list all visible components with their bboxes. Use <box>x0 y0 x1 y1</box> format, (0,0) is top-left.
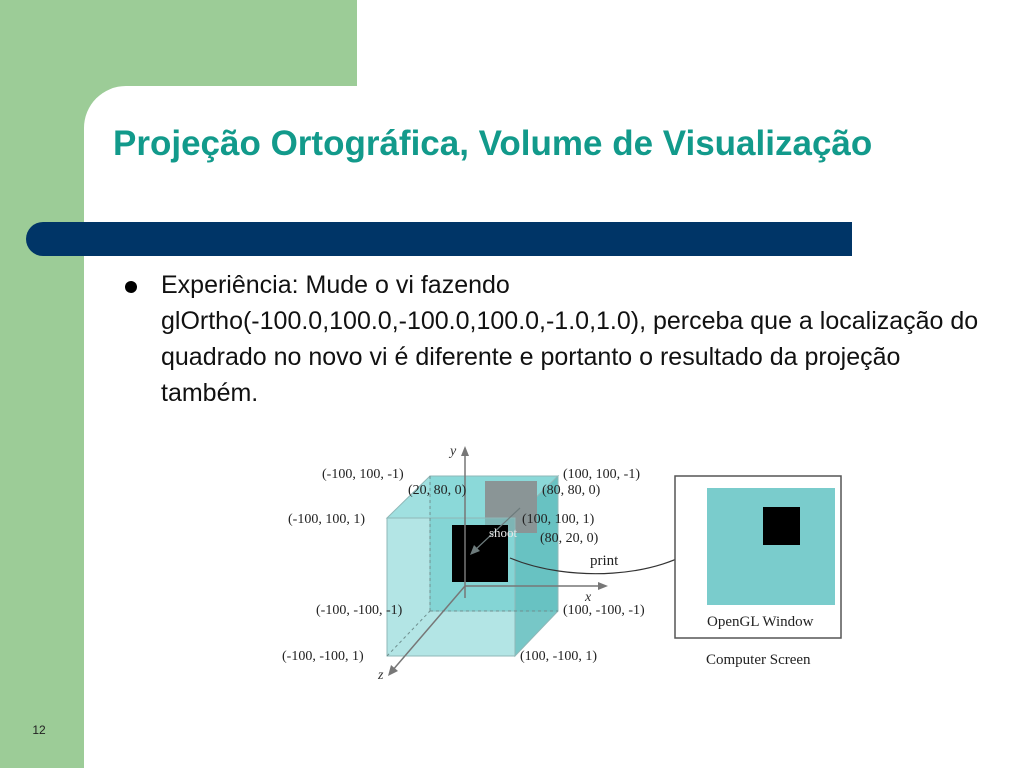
computer-screen-label: Computer Screen <box>706 652 811 668</box>
x-axis-arrow-icon <box>598 582 608 590</box>
green-left-strip <box>0 0 84 768</box>
coord-label-sq-tr: (80, 80, 0) <box>542 483 601 498</box>
bullet-dot <box>125 281 137 293</box>
coord-label-tl-back: (-100, 100, -1) <box>322 467 404 482</box>
coord-label-tl-front: (-100, 100, 1) <box>288 512 365 527</box>
y-axis-arrow-icon <box>461 446 469 456</box>
ortho-projection-diagram <box>270 438 870 688</box>
title-underline-bar <box>68 222 852 256</box>
shoot-label: shoot <box>489 525 518 540</box>
bullet-text: Experiência: Mude o vi fazendo glOrtho(-100.0,100.0,-100.0,100.0,-1.0,1.0), perceba que a localização do quadrado no novo vi é diferente e portanto o resultado da projeção também. <box>161 271 979 407</box>
coord-label-bl-front: (-100, -100, 1) <box>282 649 364 664</box>
axis-x-label: x <box>585 590 592 605</box>
opengl-window-square <box>763 507 800 545</box>
axis-z-label: z <box>378 668 384 683</box>
coord-label-br-front: (100, -100, 1) <box>520 649 597 664</box>
coord-label-tr-back: (100, 100, -1) <box>563 467 640 482</box>
page-number: 12 <box>32 723 46 737</box>
slide-title: Projeção Ortográfica, Volume de Visualização <box>113 124 873 163</box>
print-label: print <box>590 553 619 569</box>
coord-label-sq-tl: (20, 80, 0) <box>408 483 467 498</box>
opengl-window-label: OpenGL Window <box>707 614 814 630</box>
coord-label-sq-br: (80, 20, 0) <box>540 531 599 546</box>
opengl-window-viewport <box>707 488 835 605</box>
axis-y-label: y <box>450 444 457 459</box>
coord-label-tr-front: (100, 100, 1) <box>522 512 595 527</box>
coord-label-br-back: (100, -100, -1) <box>563 603 645 618</box>
coord-label-bl-back: (-100, -100, -1) <box>316 603 403 618</box>
